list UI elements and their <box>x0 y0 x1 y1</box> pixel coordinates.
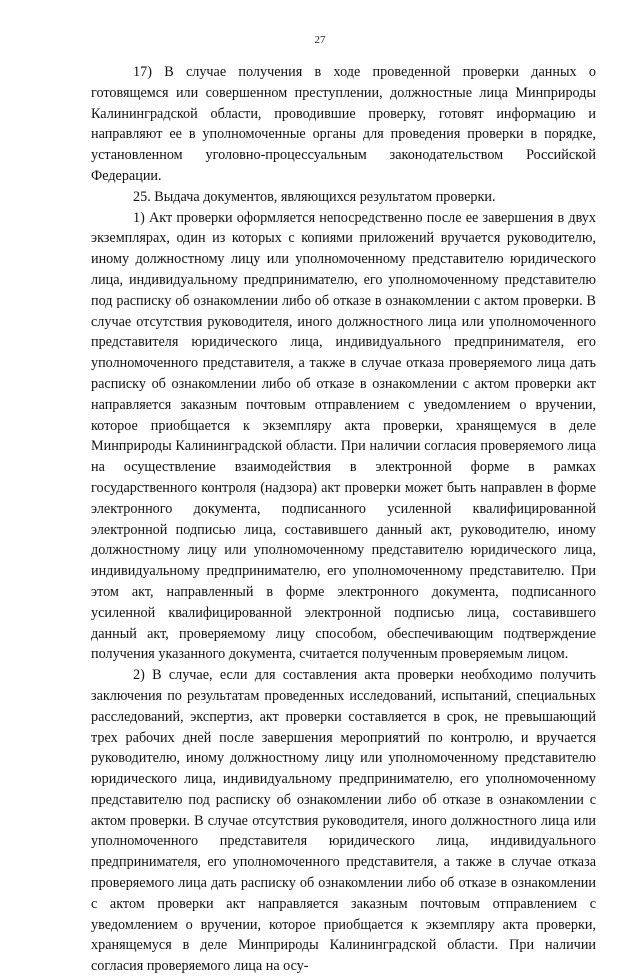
document-body <box>91 62 596 977</box>
paragraph-item-2: 2) В случае, если для составления акта проверки необходимо получить заключения по результатам проведенных исследований, испытаний, специальных расследований, экспертиз, акт проверки составляется в срок, не превышающий трех рабочих дней после завершения мероприятий по контролю, и вручается руководителю, иному должностному лицу или уполномоченному представителю юридического лица, индивидуальному предпринимателю, его уполномоченному представителю под расписку об ознакомлении либо об отказе в ознакомлении с актом проверки. В случае отсутствия руководителя, иного должностного лица или уполномоченного представителя юридического лица, индивидуального предпринимателя, его уполномоченного представителя, а также в случае отказа проверяемого лица дать расписку об ознакомлении либо об отказе в ознакомлении с актом проверки акт направляется заказным почтовым отправлением с уведомлением о вручении, которое приобщается к экземпляру акта проверки, хранящемуся в деле Минприроды Калининградской области. При наличии согласия проверяемого лица на осу- <box>91 667 596 975</box>
paragraph-item-17: 17) В случае получения в ходе проведенной проверки данных о готовящемся или совершенном преступлении, должностные лица Минприроды Калининградской области, проводившие проверку, готовят информацию и направляют ее в уполномоченные органы для проведения проверки в порядке, установленном уголовно-процессуальным законодательством Российской Федерации. <box>91 64 596 184</box>
page-number: 27 <box>314 34 326 46</box>
section-heading-25: 25. Выдача документов, являющихся результатом проверки. <box>133 188 496 205</box>
paragraph-item-1: 1) Акт проверки оформляется непосредственно после ее завершения в двух экземплярах, один из которых с копиями приложений вручается руководителю, иному должностному лицу или уполномоченному представителю юридического лица, индивидуальному предпринимателю, его уполномоченному представителю под расписку об ознакомлении либо об отказе в ознакомлении с актом проверки. В случае отсутствия руководителя, иного должностного лица или уполномоченного представителя юридического лица, индивидуального предпринимателя, его уполномоченного представителя, а также в случае отказа проверяемого лица дать расписку об ознакомлении либо об отказе в ознакомлении с актом проверки акт направляется заказным почтовым отправлением с уведомлением о вручении, которое приобщается к экземпляру акта проверки, хранящемуся в деле Минприроды Калининградской области. При наличии согласия проверяемого лица на осуществление взаимодействия в электронной форме в рамках государственного контроля (надзора) акт проверки может быть направлен в форме электронного документа, подписанного усиленной квалифицированной электронной подписью лица, составившего данный акт, руководителю, иному должностному лицу или уполномоченному представителю юридического лица, индивидуальному предпринимателю, его уполномоченному представителю. При этом акт, направленный в форме электронного документа, подписанного усиленной квалифицированной электронной подписью лица, составившего данный акт, проверяемому лицу способом, обеспечивающим подтверждение получения указанного документа, считается полученным проверяемым лицом. <box>91 209 596 663</box>
